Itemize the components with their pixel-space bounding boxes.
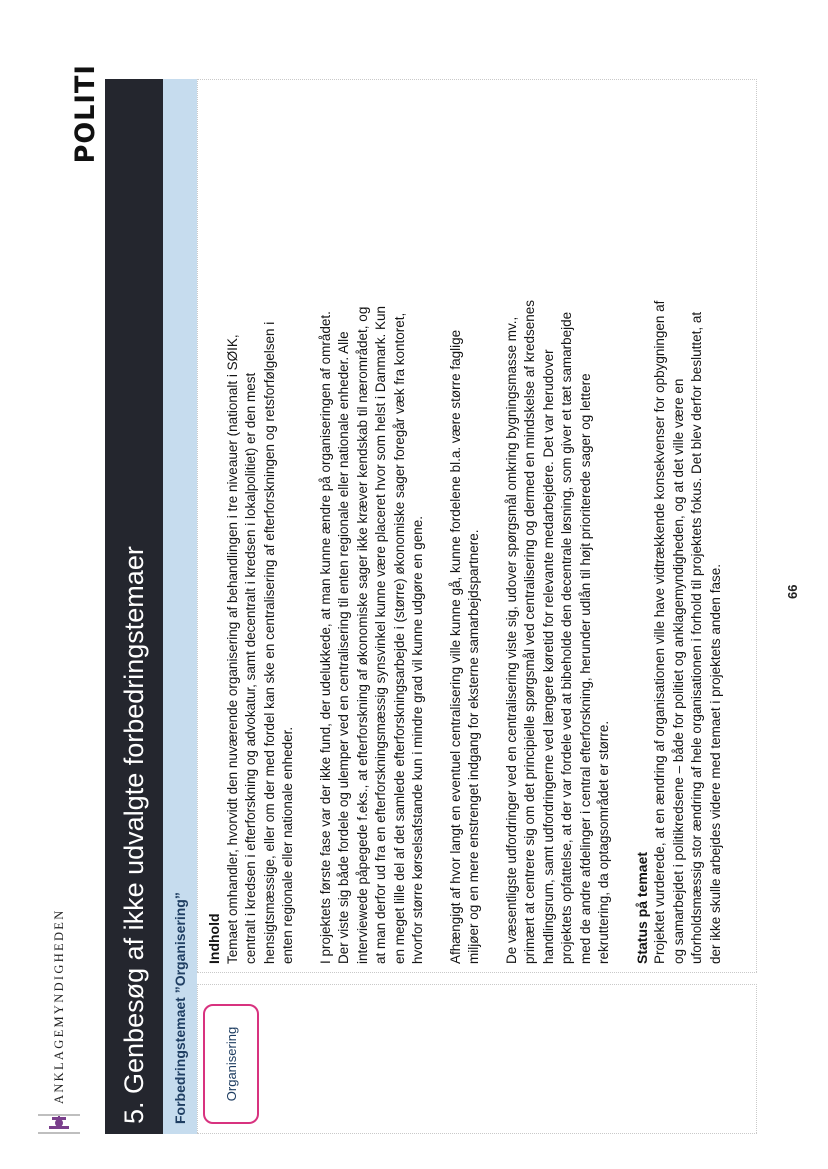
text-line: uforholdsmæssig stor ændring af hele organisationen i forhold til projektets fokus. Det blev derfor besluttet, at (689, 311, 704, 964)
left-panel (197, 984, 757, 1134)
page-number: 66 (785, 584, 800, 599)
text-line: enten regionale eller nationale enheder. (280, 726, 295, 964)
text-line: en meget lille del af det samlede efterforskningsarbejde i (større) økonomiske sager foregår væk fra kontoret, (391, 312, 407, 964)
heading-indhold: Indhold (206, 913, 222, 964)
text-line: Temaet omhandler, hvorvidt den nuværende organisering af behandlingen i tre niveauer (nationalt i SØIK, (224, 334, 240, 964)
text-line: med de andre afdelinger i central efterforskning, herunder udlån til højt prioriterede sager og lettere (577, 373, 593, 964)
text-line: at man derfor ud fra en efterforskningsmæssig synsvinkel kunne være placeret hvor som helst i Danmark. Kun (373, 305, 388, 964)
text-line: hensigtsmæssige, eller om der med fordel kan ske en centralisering af efterforskningen og retsforfølgelsen i (261, 321, 277, 964)
text-line: primært at centrere sig om det principielle spørgsmål ved centralisering og dermed en mindskelse af kredsenes (522, 299, 537, 964)
text-line: og samarbejdet i politikredsene – både for politiet og anklagemyndigheden, og at det ville være en (670, 378, 686, 964)
page-title: 5. Genbesøg af ikke udvalgte forbedringstemaer (105, 79, 163, 1134)
text-line: der ikke skulle arbejdes videre med temaet i projektets anden fase. (707, 564, 723, 964)
paragraph-1 (224, 94, 298, 964)
section-subtitle: Forbedringstemaet ”Organisering” (163, 79, 197, 1134)
content-text (205, 94, 744, 964)
politi-logo: POLITI (70, 64, 101, 164)
paragraph-5 (651, 94, 725, 964)
heading-status: Status på temaet (633, 851, 650, 964)
text-line: hvorfor større kørselsafstande kun i mindre grad vil kunne udgøre en gene. (410, 516, 425, 964)
text-line: Afhængigt af hvor langt en eventuel centralisering ville kunne gå, kunne fordelene bl.a. være større faglige (447, 329, 463, 964)
paragraph-4 (503, 94, 614, 964)
crown-emblem (36, 1114, 82, 1134)
text-line: handlingsrum, samt udfordringerne ved længere køretid for relevante medarbejdere. Det var herudover (540, 349, 556, 964)
text-line: miljøer og en mere enstrenget indgang for eksterne samarbejdspartnere. (466, 529, 481, 964)
tag-label: Organisering (223, 1026, 239, 1102)
paragraph-3 (447, 94, 484, 964)
text-line: I projektets første fase var der ikke fund, der udelukkede, at man kunne ændre på organiseringen af området. (317, 311, 333, 964)
text-line: Der viste sig både fordele og ulemper ved en centralisering til enten regionale eller nationale enheder. Alle (336, 331, 351, 964)
text-line: rekruttering, da optagsområdet er større. (596, 720, 611, 964)
text-line: Projektet vurderede, at en ændring af organisationen ville have vidtrækkende konsekvenser for opbygningen af (652, 300, 667, 964)
agency-name: ANKLAGEMYNDIGHEDEN (51, 908, 66, 1104)
text-line: De væsentligste udfordringer ved en centralisering viste sig, udover spørgsmål omkring bygningsmasse mv., (503, 316, 519, 964)
paragraph-2 (317, 94, 428, 964)
text-line: projektets opfattelse, at der var fordele ved at bibeholde den decentrale løsning, som giver et tæt samarbejde (559, 311, 574, 964)
text-line: centralt i kredsen i efterforskning og advokatur, samt decentralt i kredsen i lokalpolitiet) er den mest (243, 372, 258, 964)
text-line: interviewede påpegede f.eks., at efterforskning af økonomiske sager ikke kræver kendskab til nærområdet, og (354, 306, 370, 964)
agency-logo (36, 908, 82, 1134)
royal-crown-icon (36, 1114, 82, 1134)
organisering-tag (203, 1004, 259, 1124)
